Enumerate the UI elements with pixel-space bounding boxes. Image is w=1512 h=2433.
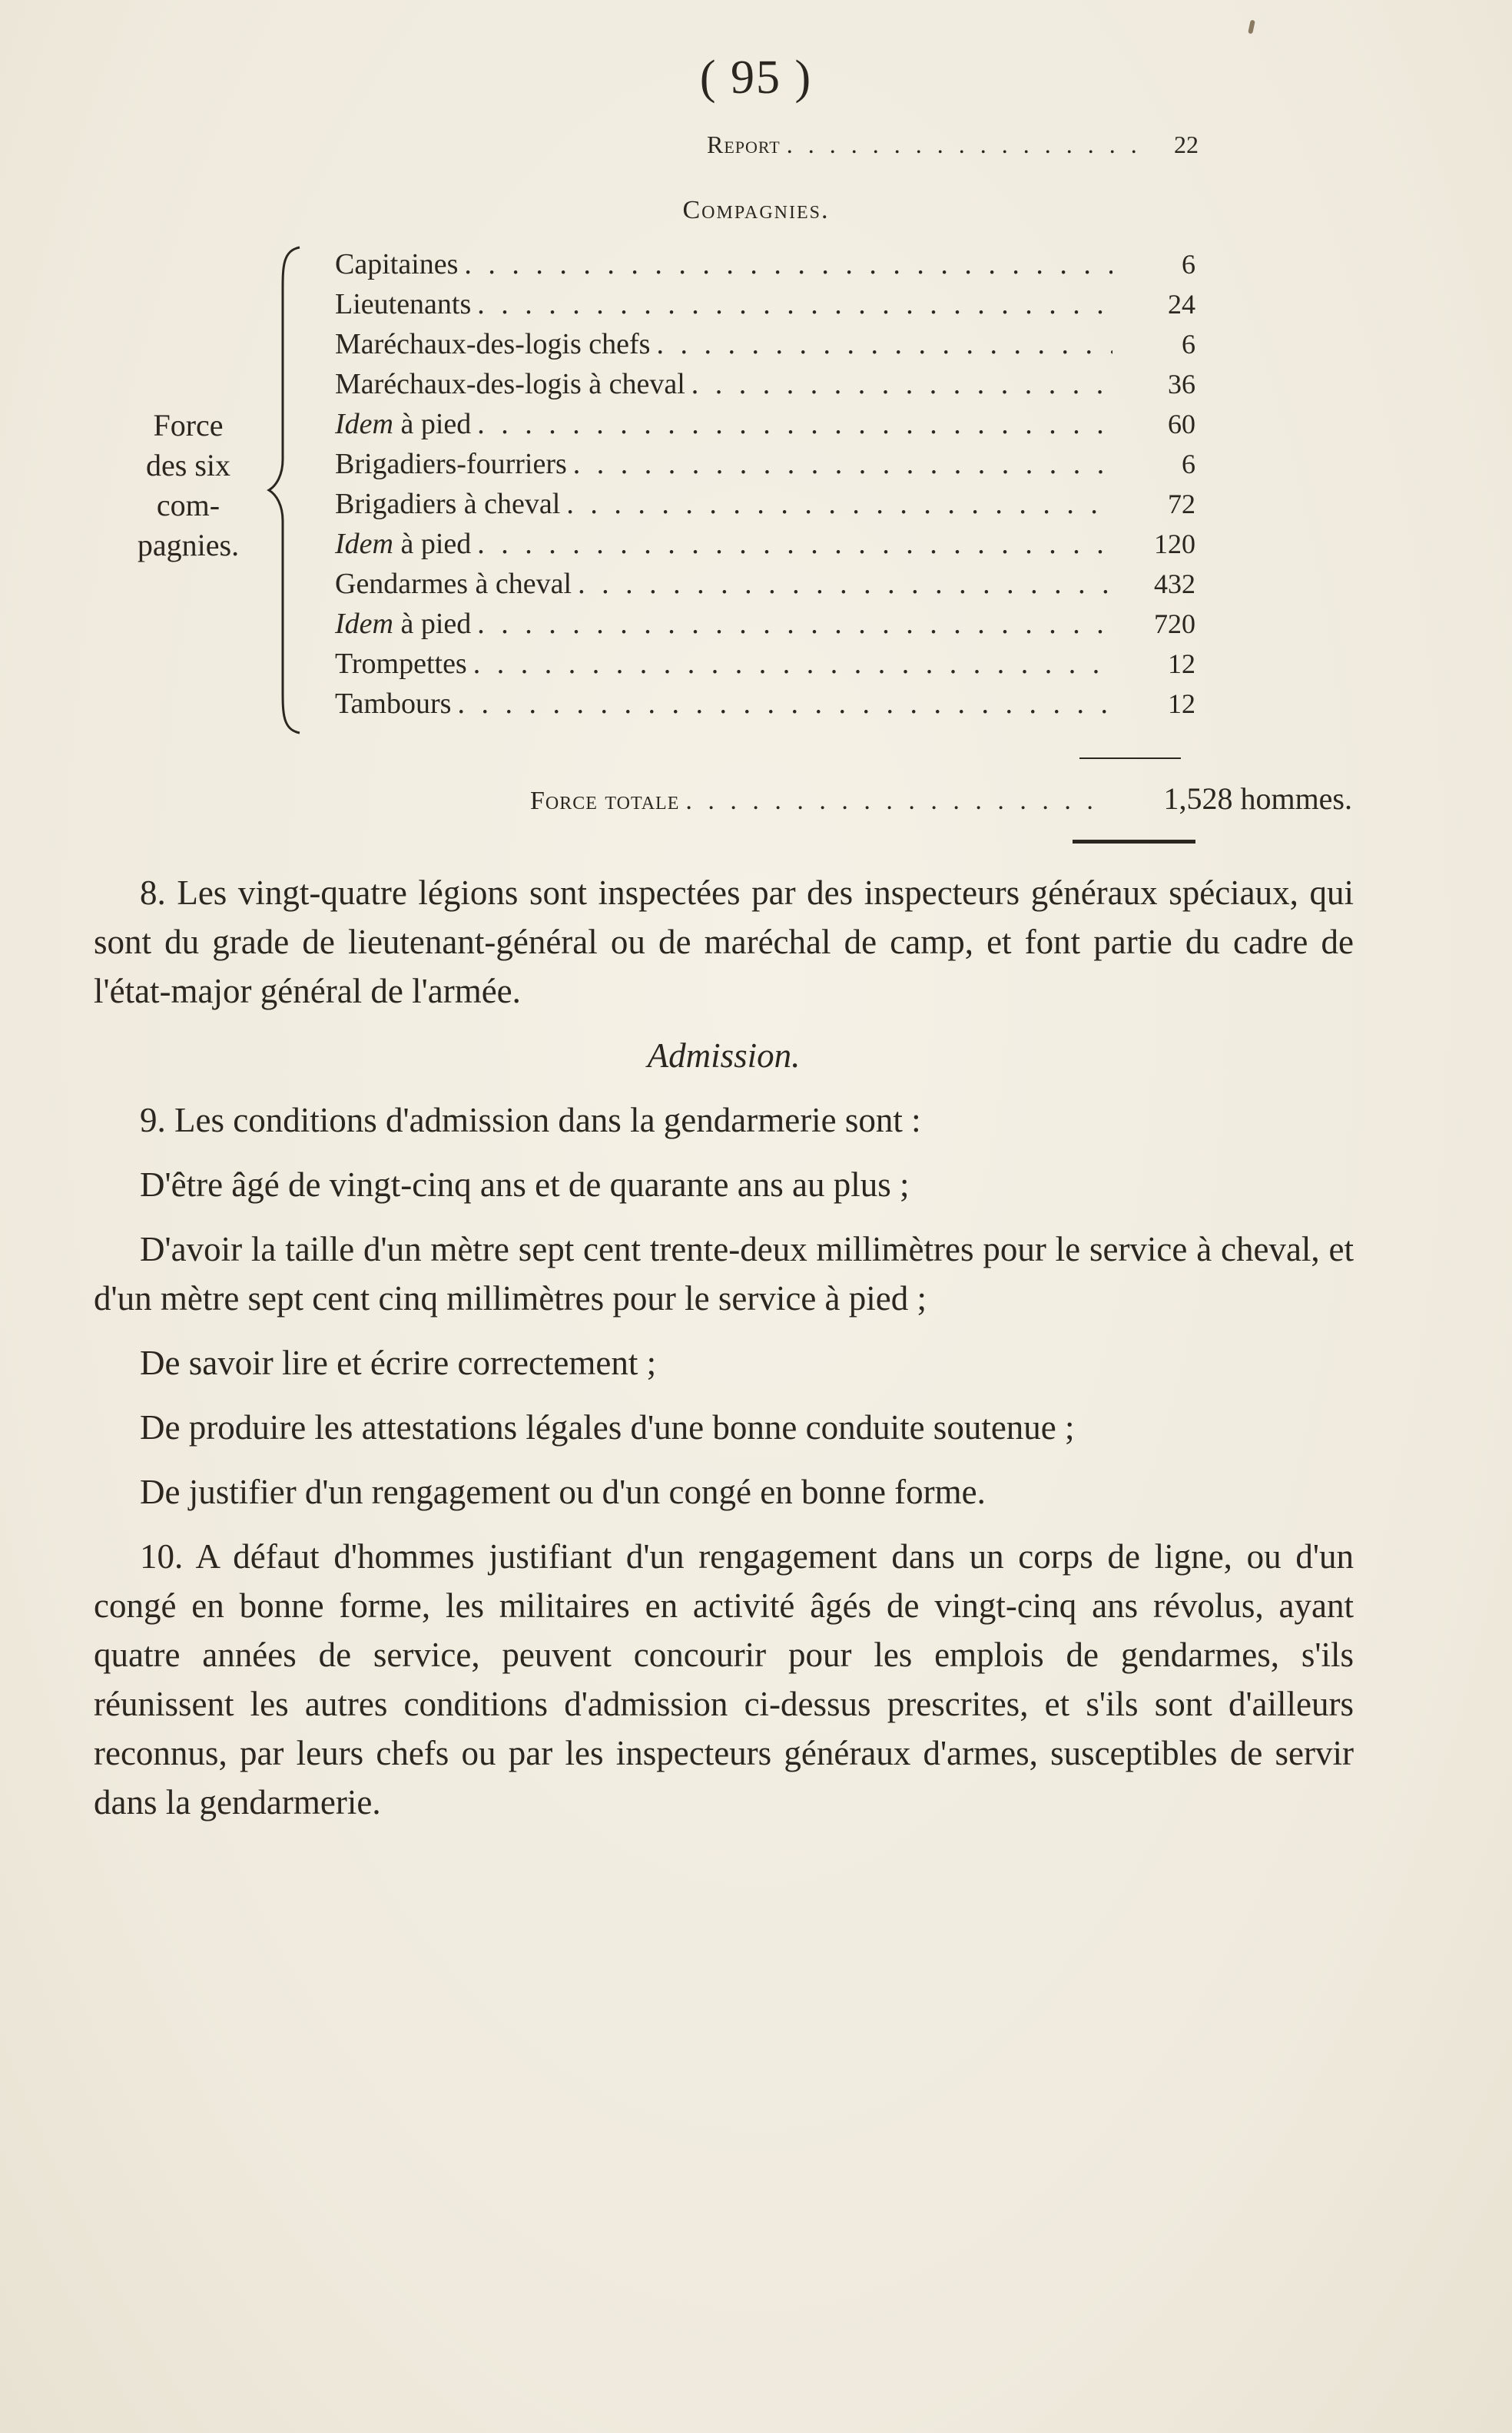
roster-name: Idem à pied [335, 528, 472, 560]
leader-dots [477, 527, 1112, 561]
roster-value: 6 [1182, 449, 1195, 479]
total-value: 1,528 hommes. [1163, 781, 1352, 816]
roster-prefix: Idem [335, 408, 393, 440]
roster-name: Gendarmes à cheval [335, 568, 572, 600]
leader-dots [473, 647, 1112, 681]
force-label [115, 406, 261, 565]
paragraph-article-8: 8. Les vingt-quatre légions sont inspectées par des inspecteurs généraux spéciaux, qui sont du grade de lieutenant-général ou de maréchal de camp, et font partie du cadre de l'état-major général de l'armée. [94, 873, 1354, 1010]
roster-row [335, 367, 1195, 407]
sum-rule [1079, 757, 1181, 759]
roster-row [335, 607, 1195, 647]
roster-value: 24 [1168, 289, 1195, 320]
roster-value: 6 [1182, 249, 1195, 280]
paragraph-condition: De justifier d'un rengagement ou d'un congé en bonne forme. [140, 1473, 986, 1511]
section-divider [1073, 840, 1195, 844]
roster-row [335, 567, 1195, 607]
paragraph-condition: De produire les attestations légales d'une bonne conduite soutenue ; [140, 1408, 1075, 1447]
roster-row [335, 247, 1195, 287]
roster-name: Capitaines [335, 248, 459, 280]
curly-brace [266, 244, 312, 736]
roster-name: Maréchaux-des-logis chefs [335, 328, 651, 360]
roster-name: Tambours [335, 688, 452, 720]
roster-row [335, 527, 1195, 567]
roster-value: 12 [1168, 648, 1195, 679]
leader-dots [464, 247, 1112, 281]
force-label-line: des six [146, 448, 230, 482]
leader-dots [685, 787, 1093, 816]
leader-dots [573, 447, 1112, 481]
companies-heading: Compagnies. [682, 196, 830, 224]
body-text [94, 868, 1354, 1842]
paragraph-condition: D'avoir la taille d'un mètre sept cent trente-deux millimètres pour le service à cheval, et d'un mètre sept cent cinq millimètres pour le service à pied ; [94, 1230, 1354, 1318]
roster-row [335, 327, 1195, 367]
total-row [530, 781, 1352, 817]
force-label-line: pagnies. [137, 528, 240, 562]
leader-dots [691, 367, 1112, 401]
paragraph-article-9: 9. Les conditions d'admission dans la gendarmerie sont : [140, 1101, 921, 1139]
roster-row [335, 447, 1195, 487]
paragraph-condition: De savoir lire et écrire correctement ; [140, 1344, 657, 1382]
roster-name: Lieutenants [335, 288, 472, 320]
roster-value: 720 [1154, 608, 1195, 639]
leader-dots [477, 607, 1112, 641]
section-title-admission: Admission. [647, 1036, 801, 1075]
report-row [707, 131, 1199, 159]
roster-name: Idem à pied [335, 408, 472, 440]
roster-value: 72 [1168, 489, 1195, 519]
leader-dots [787, 131, 1146, 159]
roster-row [335, 287, 1195, 327]
roster-name: Maréchaux-des-logis à cheval [335, 368, 685, 400]
roster-prefix: Idem [335, 528, 393, 560]
force-label-line: Force [153, 408, 224, 443]
page-number: ( 95 ) [699, 51, 813, 104]
report-value: 22 [1174, 131, 1199, 158]
roster-value: 6 [1182, 329, 1195, 360]
leader-dots [566, 487, 1112, 521]
leader-dots [578, 567, 1112, 601]
roster-value: 432 [1154, 568, 1195, 599]
roster-value: 12 [1168, 688, 1195, 719]
roster-value: 60 [1168, 409, 1195, 439]
roster-row [335, 647, 1195, 687]
force-label-line: com- [156, 488, 220, 522]
roster-name: Idem à pied [335, 608, 472, 640]
roster-name: Trompettes [335, 648, 467, 680]
paragraph-condition: D'être âgé de vingt-cinq ans et de quarante ans au plus ; [140, 1165, 910, 1204]
leader-dots [457, 687, 1112, 721]
report-label: Report [707, 131, 781, 158]
leader-dots [477, 407, 1112, 441]
roster-name: Brigadiers-fourriers [335, 448, 567, 480]
leader-dots [477, 287, 1112, 321]
roster-value: 36 [1168, 369, 1195, 399]
roster-name: Brigadiers à cheval [335, 488, 561, 520]
roster-prefix: Idem [335, 608, 393, 640]
roster-row [335, 407, 1195, 447]
roster-value: 120 [1154, 529, 1195, 559]
roster-table [335, 247, 1195, 727]
roster-row [335, 487, 1195, 527]
paragraph-article-10: 10. A défaut d'hommes justifiant d'un rengagement dans un corps de ligne, ou d'un congé en bonne forme, les militaires en activité âgés de vingt-cinq ans révolus, ayant quatre années de service, peuvent concourir pour les emplois de gendarmes, s'ils réunissent les autres conditions d'admission ci-dessus prescrites, et s'ils sont d'ailleurs reconnus, par leurs chefs ou par les inspecteurs généraux d'armes, susceptibles de servir dans la gendarmerie. [94, 1537, 1354, 1821]
total-label: Force totale [530, 787, 680, 815]
leader-dots [656, 327, 1112, 361]
roster-row [335, 687, 1195, 727]
